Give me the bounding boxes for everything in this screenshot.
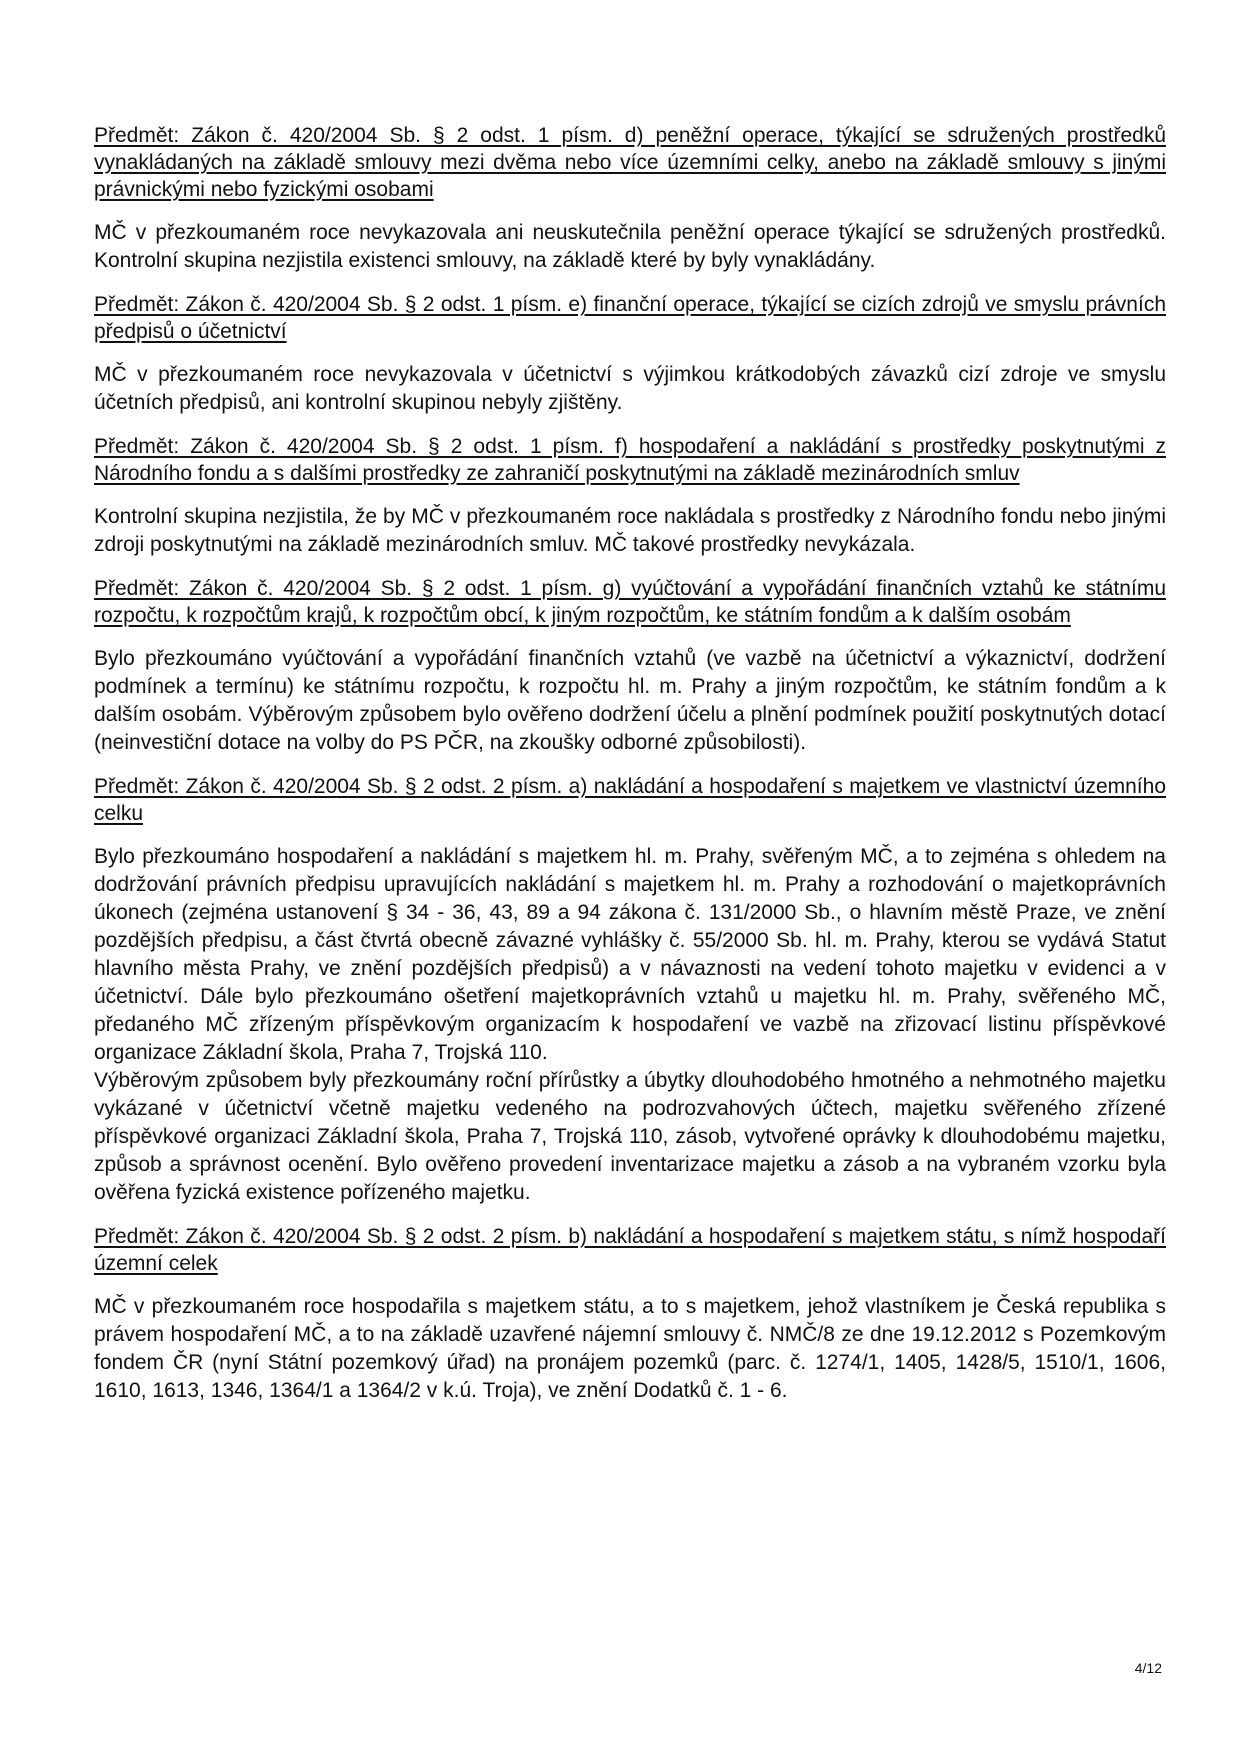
section-heading: Předmět: Zákon č. 420/2004 Sb. § 2 odst. 2 písm. b) nakládání a hospodaření s majetkem státu, s nímž hospodaří územní celek	[94, 1225, 1166, 1275]
section-paragraph: MČ v přezkoumaném roce nevykazovala v účetnictví s výjimkou krátkodobých závazků cizí zdroje ve smyslu účetních předpisů, ani kontrolní skupinou nebyly zjištěny.	[94, 363, 1166, 414]
section-heading: Předmět: Zákon č. 420/2004 Sb. § 2 odst. 1 písm. g) vyúčtování a vypořádání finančních vztahů ke státnímu rozpočtu, k rozpočtům krajů, k rozpočtům obcí, k jiným rozpočtům, ke státním fondům a k dalším osobám	[94, 577, 1166, 627]
section-paragraph: Bylo přezkoumáno hospodaření a nakládání s majetkem hl. m. Prahy, svěřeným MČ, a to zejména s ohledem na dodržování právních předpisu upravujících nakládání s majetkem hl. m. Prahy a rozhodování o majetkoprávních úkonech (zejména ustanovení § 34 - 36, 43, 89 a 94 zákona č. 131/2000 Sb., o hlavním městě Praze, ve znění pozdějších předpisu, a část čtvrtá obecně závazné vyhlášky č. 55/2000 Sb. hl. m. Prahy, kterou se vydává Statut hlavního města Prahy, ve znění pozdějších předpisů) a v návaznosti na vedení tohoto majetku v evidenci a v účetnictví. Dále bylo přezkoumáno ošetření majetkoprávních vztahů u majetku hl. m. Prahy, svěřeného MČ, předaného MČ zřízeným příspěvkovým organizacím k hospodaření ve vazbě na zřizovací listinu příspěvkové organizace Základní škola, Praha 7, Trojská 110.	[94, 845, 1166, 1064]
section-2-2-a	[94, 773, 1166, 1207]
section-paragraph: Bylo přezkoumáno vyúčtování a vypořádání finančních vztahů (ve vazbě na účetnictví a výkaznictví, dodržení podmínek a termínu) ke státnímu rozpočtu, k rozpočtu hl. m. Prahy a jiným rozpočtům, ke státním fondům a k dalším osobám. Výběrovým způsobem bylo ověřeno dodržení účelu a plnění podmínek použití poskytnutých dotací (neinvestiční dotace na volby do PS PČR, na zkoušky odborné způsobilosti).	[94, 647, 1166, 754]
section-2-1-e	[94, 291, 1166, 417]
section-paragraph: Kontrolní skupina nezjistila, že by MČ v přezkoumaném roce nakládala s prostředky z Národního fondu nebo jinými zdroji poskytnutými na základě mezinárodních smluv. MČ takové prostředky nevykázala.	[94, 505, 1166, 556]
section-2-1-f	[94, 433, 1166, 559]
page-number: 4/12	[1134, 1660, 1162, 1676]
section-heading: Předmět: Zákon č. 420/2004 Sb. § 2 odst. 1 písm. e) finanční operace, týkající se cizích zdrojů ve smyslu právních předpisů o účetnictví	[94, 293, 1166, 343]
section-paragraph: MČ v přezkoumaném roce hospodařila s majetkem státu, a to s majetkem, jehož vlastníkem je Česká republika s právem hospodaření MČ, a to na základě uzavřené nájemní smlouvy č. NMČ/8 ze dne 19.12.2012 s Pozemkovým fondem ČR (nyní Státní pozemkový úřad) na pronájem pozemků (parc. č. 1274/1, 1405, 1428/5, 1510/1, 1606, 1610, 1613, 1346, 1364/1 a 1364/2 v k.ú. Troja), ve znění Dodatků č. 1 - 6.	[94, 1295, 1166, 1402]
section-paragraph: MČ v přezkoumaném roce nevykazovala ani neuskutečnila peněžní operace týkající se sdružených prostředků. Kontrolní skupina nezjistila existenci smlouvy, na základě které by byly vynakládány.	[94, 221, 1166, 272]
section-2-1-g	[94, 575, 1166, 757]
section-2-1-d	[94, 122, 1166, 275]
section-heading: Předmět: Zákon č. 420/2004 Sb. § 2 odst. 1 písm. d) peněžní operace, týkající se sdružených prostředků vynakládaných na základě smlouvy mezi dvěma nebo více územními celky, anebo na základě smlouvy s jinými právnickými nebo fyzickými osobami	[94, 124, 1166, 201]
section-paragraph: Výběrovým způsobem byly přezkoumány roční přírůstky a úbytky dlouhodobého hmotného a nehmotného majetku vykázané v účetnictví včetně majetku vedeného na podrozvahových účtech, majetku svěřeného zřízené příspěvkové organizaci Základní škola, Praha 7, Trojská 110, zásob, vytvořené oprávky k dlouhodobému majetku, způsob a správnost ocenění. Bylo ověřeno provedení inventarizace majetku a zásob a na vybraném vzorku byla ověřena fyzická existence pořízeného majetku.	[94, 1069, 1166, 1204]
document-body	[94, 122, 1166, 1421]
section-heading: Předmět: Zákon č. 420/2004 Sb. § 2 odst. 1 písm. f) hospodaření a nakládání s prostředky poskytnutými z Národního fondu a s dalšími prostředky ze zahraničí poskytnutými na základě mezinárodních smluv	[94, 435, 1166, 485]
section-2-2-b	[94, 1223, 1166, 1405]
section-heading: Předmět: Zákon č. 420/2004 Sb. § 2 odst. 2 písm. a) nakládání a hospodaření s majetkem ve vlastnictví územního celku	[94, 775, 1166, 825]
